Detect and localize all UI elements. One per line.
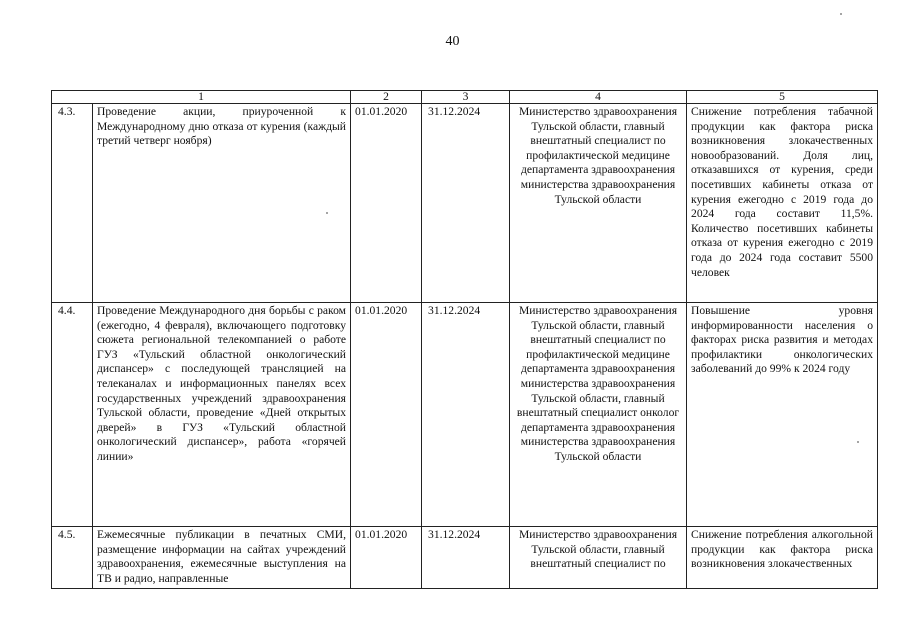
table-row bbox=[52, 527, 878, 589]
page-number: 40 bbox=[445, 34, 460, 49]
scan-speck bbox=[857, 441, 859, 443]
table-header-row bbox=[52, 91, 878, 104]
row-start-date: 01.01.2020 bbox=[351, 104, 422, 303]
measures-table bbox=[51, 90, 878, 589]
row-result: Повышение уровня информированности населения о факторах риска развития и методах профилактики онкологических заболеваний до 99% к 2024 году bbox=[687, 303, 878, 527]
row-end-date: 31.12.2024 bbox=[422, 104, 510, 303]
row-end-date: 31.12.2024 bbox=[422, 303, 510, 527]
row-start-date: 01.01.2020 bbox=[351, 303, 422, 527]
row-number: 4.3. bbox=[52, 104, 93, 303]
row-description: Проведение акции, приуроченной к Международному дню отказа от курения (каждый третий четверг ноября) bbox=[93, 104, 351, 303]
row-result: Снижение потребления табачной продукции как фактора риска возникновения злокачественных новообразований. Доля лиц, отказавшихся от курения, среди посетивших кабинеты отказа от курения ежегодно с 2019 года до 2024 года составит 11,5%. Количество посетивших кабинеты отказа от курения ежегодно с 2019 года до 2024 года составит 5500 человек bbox=[687, 104, 878, 303]
row-responsible: Министерство здравоохранения Тульской области, главный внештатный специалист по профилактической медицине департамента здравоохранения министерства здравоохранения Тульской области, главный внештатный специалист онколог департамента здравоохранения министерства здравоохранения Тульской области bbox=[510, 303, 687, 527]
scan-speck bbox=[326, 212, 328, 214]
scan-speck bbox=[840, 13, 842, 15]
row-number: 4.5. bbox=[52, 527, 93, 589]
header-cell-1: 1 bbox=[52, 91, 351, 104]
row-description: Ежемесячные публикации в печатных СМИ, размещение информации на сайтах учреждений здравоохранения, ежемесячные выступления на ТВ и радио, направленные bbox=[93, 527, 351, 589]
table-row bbox=[52, 104, 878, 303]
row-start-date: 01.01.2020 bbox=[351, 527, 422, 589]
row-result: Снижение потребления алкогольной продукции как фактора риска возникновения злокачественных bbox=[687, 527, 878, 589]
row-end-date: 31.12.2024 bbox=[422, 527, 510, 589]
row-responsible: Министерство здравоохранения Тульской области, главный внештатный специалист по профилактической медицине департамента здравоохранения министерства здравоохранения Тульской области bbox=[510, 104, 687, 303]
header-cell-4: 4 bbox=[510, 91, 687, 104]
row-number: 4.4. bbox=[52, 303, 93, 527]
row-responsible: Министерство здравоохранения Тульской области, главный внештатный специалист по bbox=[510, 527, 687, 589]
header-cell-5: 5 bbox=[687, 91, 878, 104]
row-description: Проведение Международного дня борьбы с раком (ежегодно, 4 февраля), включающего подготовку сюжета региональной телекомпанией о работе ГУЗ «Тульский областной онкологический диспансер» с последующей трансляцией на телеканалах и информационных панелях всех государственных учреждений здравоохранения Тульской области, проведение «Дней открытых дверей» в ГУЗ «Тульский областной онкологический диспансер», работа «горячей линии» bbox=[93, 303, 351, 527]
header-cell-2: 2 bbox=[351, 91, 422, 104]
table-row bbox=[52, 303, 878, 527]
header-cell-3: 3 bbox=[422, 91, 510, 104]
